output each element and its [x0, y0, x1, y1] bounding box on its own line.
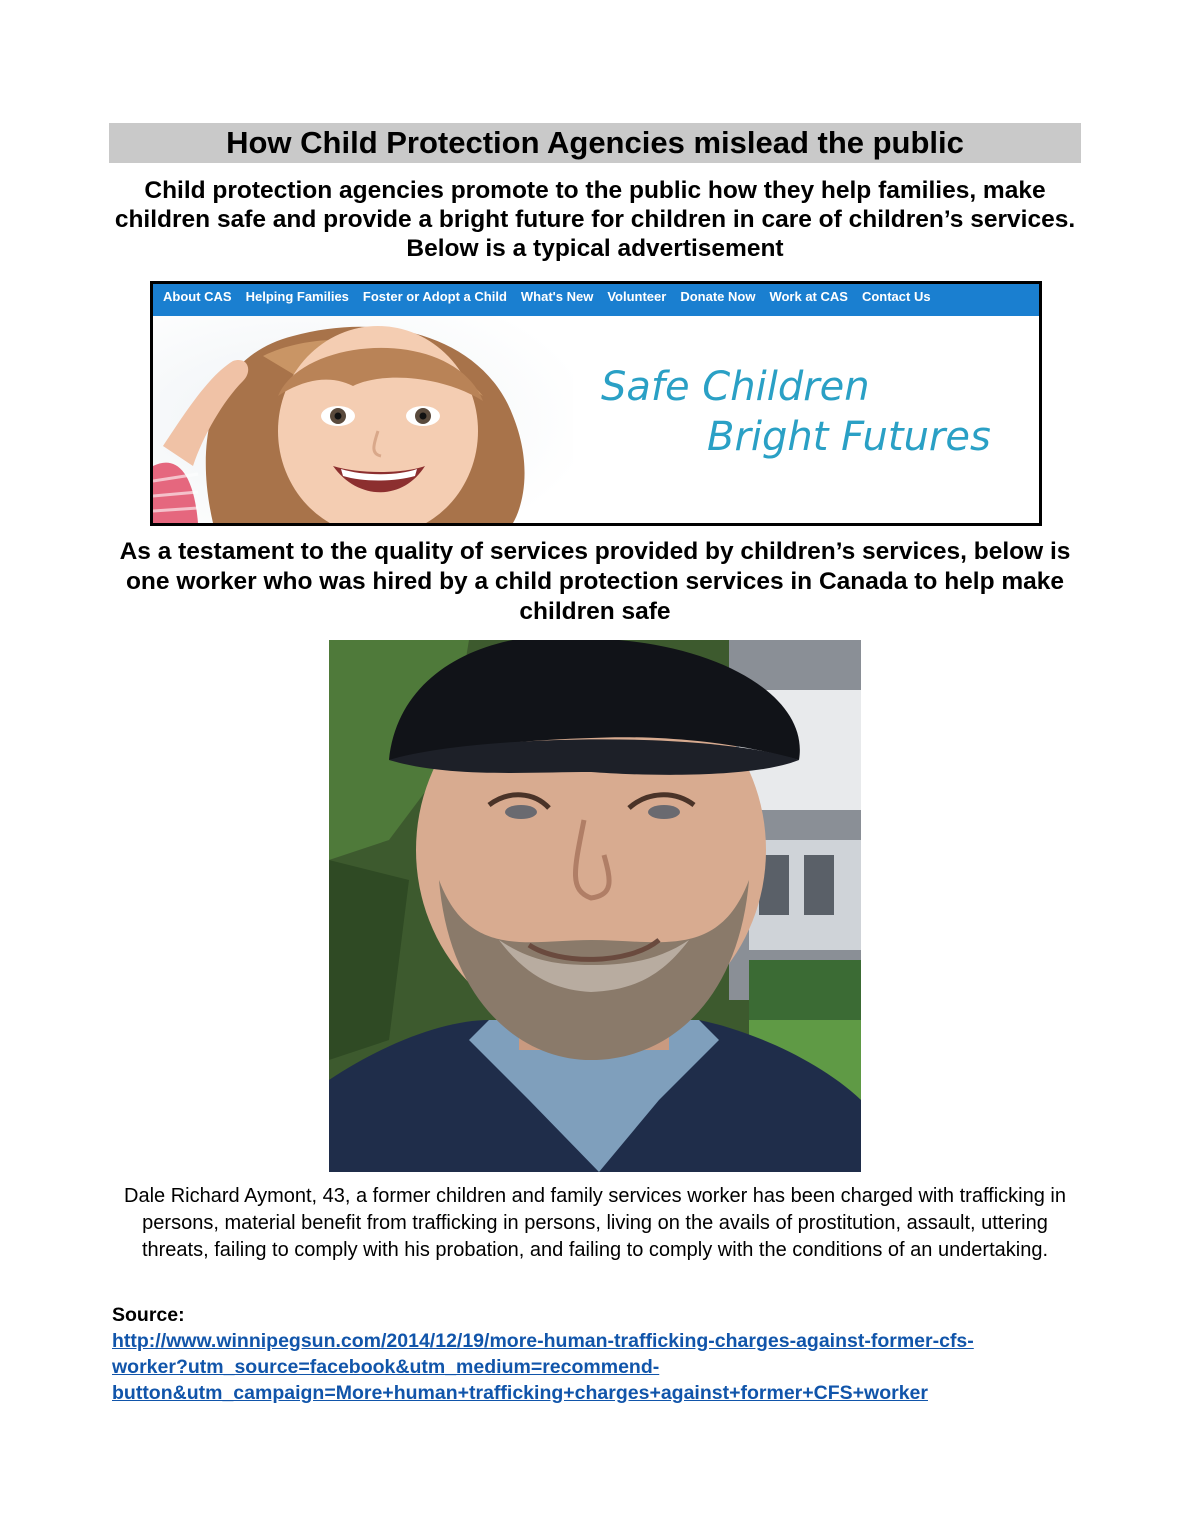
source-link-line-3[interactable]: button&utm_campaign=More+human+trafficking+charges+against+former+CFS+worker [112, 1382, 928, 1404]
nav-item-about-cas[interactable]: About CAS [163, 289, 232, 304]
slogan-line-1: Safe Children [601, 364, 870, 410]
child-photo [153, 316, 573, 523]
worker-photo [329, 640, 861, 1172]
source-block [112, 1302, 1092, 1406]
photo-caption: Dale Richard Aymont, 43, a former children and family services worker has been charged with trafficking in persons, material benefit from trafficking in persons, living on the avails of prostitution, assault, uttering threats, failing to comply with his probation, and failing to comply with the conditions of an undertaking. [124, 1185, 1066, 1261]
advertisement-banner [150, 281, 1042, 526]
source-link-line-2[interactable]: worker?utm_source=facebook&utm_medium=recommend- [112, 1356, 660, 1378]
nav-item-whats-new[interactable]: What's New [520, 289, 594, 304]
nav-item-foster-adopt[interactable]: Foster or Adopt a Child [362, 289, 507, 304]
nav-item-helping-families[interactable]: Helping Families [245, 289, 349, 304]
testament-paragraph: As a testament to the quality of services provided by children’s services, below is one worker who was hired by a child protection services in Canada to help make children safe [119, 538, 1071, 625]
intro-paragraph: Child protection agencies promote to the public how they help families, make children safe and provide a bright future for children in care of children’s services. Below is a typical advertisement [114, 177, 1076, 262]
nav-item-donate-now[interactable]: Donate Now [680, 289, 756, 304]
nav-item-contact-us[interactable]: Contact Us [861, 289, 931, 304]
nav-item-volunteer[interactable]: Volunteer [607, 289, 667, 304]
slogan-line-2: Bright Futures [707, 414, 991, 460]
source-label: Source: [112, 1304, 185, 1326]
nav-item-work-at-cas[interactable]: Work at CAS [769, 289, 848, 304]
page-title: How Child Protection Agencies mislead the public [109, 123, 1081, 163]
source-link-line-1[interactable]: http://www.winnipegsun.com/2014/12/19/more-human-trafficking-charges-against-former-cfs- [112, 1330, 974, 1352]
banner-nav [153, 284, 1039, 316]
